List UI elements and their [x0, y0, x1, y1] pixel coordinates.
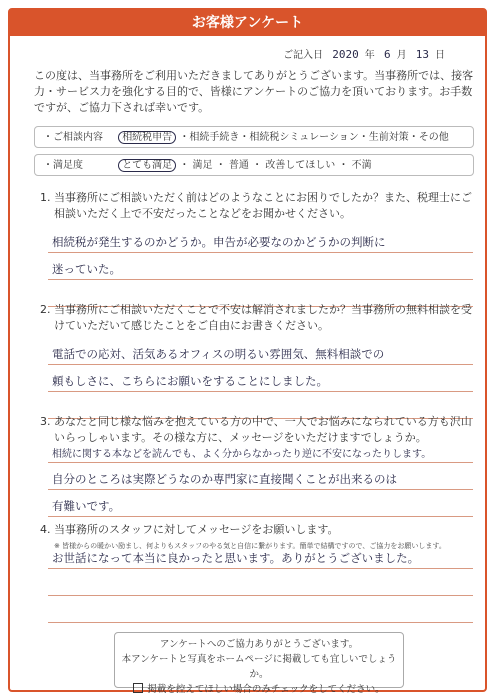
question-number: 1. — [40, 191, 51, 204]
answer-line: 頼もしさに、こちらにお願いをすることにしました。 — [52, 374, 328, 388]
consult-type-box — [34, 126, 474, 148]
date-day-unit: 日 — [435, 50, 445, 61]
question-text: 当事務所のスタッフに対してメッセージをお願いします。 — [54, 523, 339, 536]
date-label: ご記入日 — [283, 50, 324, 61]
answer-3 — [48, 436, 473, 517]
question-2 — [40, 302, 480, 334]
answer-line: 迷っていた。 — [52, 262, 121, 276]
question-text: 当事務所にご相談いただくことで不安は解消されましたか？当事務所の無料相談を受けていただいて感じたことをご自由にお書きください。 — [54, 303, 472, 332]
satisfaction-options: ・ 満足 ・ 普通 ・ 改善してほしい ・ 不満 — [179, 160, 372, 171]
answer-4 — [48, 542, 473, 623]
answer-line: お世話になって本当に良かったと思います。ありがとうございました。 — [52, 551, 420, 565]
answer-line: 電話での応対、活気あるオフィスの明るい雰囲気、無料相談での — [52, 347, 385, 361]
question-1 — [40, 190, 480, 222]
question-text: あなたと同じ様な悩みを抱えている方の中で、一人でお悩みになられている方も沢山いらっしゃいます。その様な方に、メッセージをいただけますでしょうか。 — [54, 415, 472, 444]
question-number: 3. — [40, 415, 51, 428]
date-year: 2020 — [332, 48, 359, 61]
date-month-unit: 月 — [396, 50, 407, 61]
question-number: 4. — [40, 523, 51, 536]
consult-label: ・ご相談内容 — [43, 132, 103, 143]
answer-line: 相続税が発生するのかどうか。申告が必要なのかどうかの判断に — [52, 235, 386, 249]
page-title: お客様アンケート — [10, 10, 485, 36]
footer-box — [114, 632, 404, 695]
question-number: 2. — [40, 303, 51, 316]
answer-2 — [48, 338, 473, 419]
footer-opt-out — [115, 682, 403, 697]
answer-line: 自分のところは実際どうなのか専門家に直接聞くことが出来るのは — [52, 472, 397, 486]
answer-1 — [48, 226, 473, 307]
question-text: 当事務所にご相談いただく前はどのようなことにお困りでしたか？また、税理士にご相談いただく上で不安だったことなどをお聞かせください。 — [54, 191, 472, 220]
intro-text: この度は、当事務所をご利用いただきましてありがとうございます。当事務所では、接客力・サービス力を強化する目的で、皆様にアンケートのご協力を頂いております。お手数ですが、ご協力下されば幸いです。 — [34, 69, 474, 114]
footer-thanks: アンケートへのご協力ありがとうございます。 — [159, 639, 359, 650]
satisfaction-label: ・満足度 — [43, 160, 83, 171]
answer-line: 有難いです。 — [52, 499, 121, 513]
date-day: 13 — [415, 48, 429, 61]
consult-options: ・相続手続き・相続税シミュレーション・生前対策・その他 — [179, 132, 449, 143]
satisfaction-selected: とても満足 — [118, 159, 176, 172]
opt-out-label: 掲載を控えてほしい場合のみチェックをしてください。 — [147, 684, 385, 695]
satisfaction-box — [34, 154, 474, 176]
date-month: 6 — [383, 48, 391, 61]
footer-question: 本アンケートと写真をホームページに掲載しても宜しいでしょうか。 — [121, 654, 397, 680]
question-4-note: ※ 皆様からの暖かい励まし、何よりもスタッフのやる気と自信に繋がります。簡単で結構ですので、ご協力をお願いします。 — [54, 542, 446, 550]
survey-sheet — [8, 8, 487, 695]
entry-date — [283, 46, 445, 61]
opt-out-checkbox[interactable] — [133, 683, 143, 693]
consult-selected: 相続税申告 — [118, 131, 176, 144]
answer-line: 相続に関する本などを読んでも、よく分からなかったり逆に不安になったりします。 — [52, 449, 432, 460]
date-year-unit: 年 — [364, 50, 375, 61]
question-4 — [40, 522, 480, 538]
